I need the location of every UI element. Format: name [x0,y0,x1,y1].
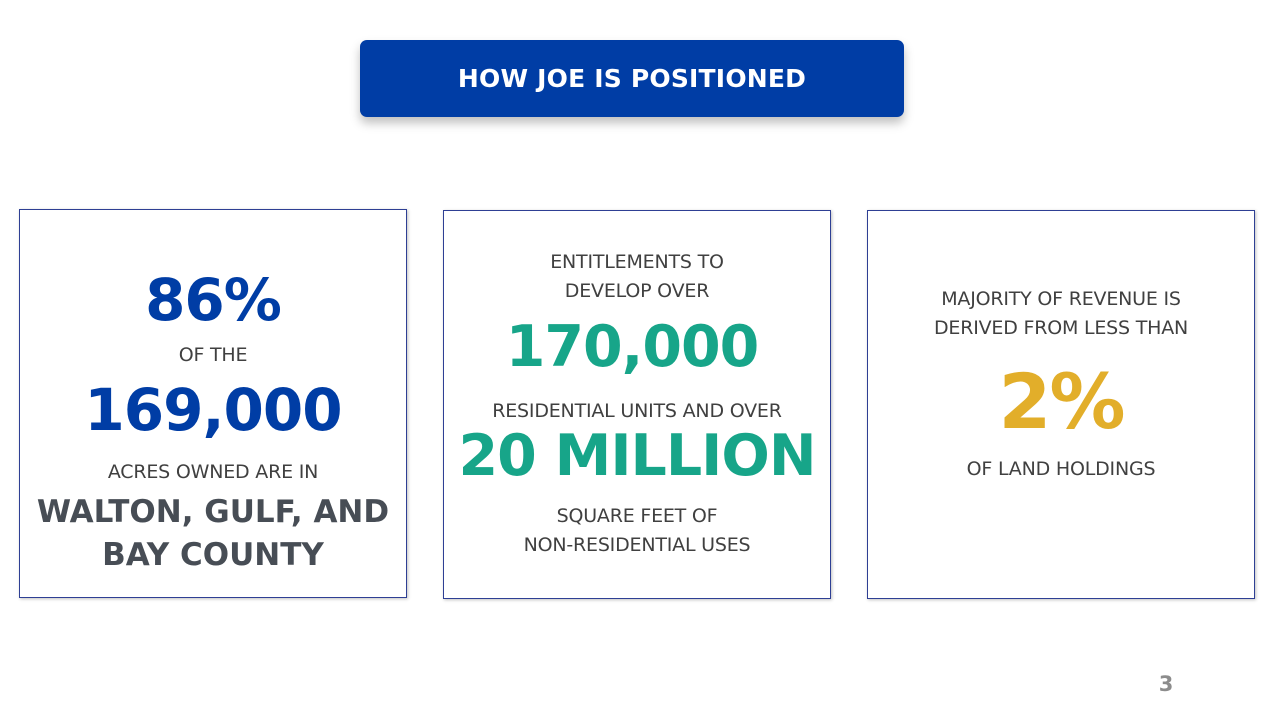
stat-land-holdings-percent: 2% [998,357,1124,446]
card-entitlements [443,210,831,599]
title-banner [360,40,904,117]
text-entitlements: ENTITLEMENTS TO [550,251,724,273]
text-majority-revenue: MAJORITY OF REVENUE IS [941,288,1181,310]
text-counties-line-2: BAY COUNTY [102,537,324,573]
text-acres-owned: ACRES OWNED ARE IN [107,461,319,483]
text-of-the: OF THE [178,344,248,366]
stat-total-acres: 169,000 [84,376,342,444]
stat-percent-acres: 86% [145,266,281,334]
text-develop-over: DEVELOP OVER [564,280,710,302]
text-residential-units: RESIDENTIAL UNITS AND OVER [492,400,782,422]
text-derived-from: DERIVED FROM LESS THAN [933,317,1189,339]
text-land-holdings: OF LAND HOLDINGS [966,458,1156,480]
card-land-ownership [19,209,407,598]
page-number: 3 [1158,672,1174,696]
stat-square-feet: 20 MILLION [458,423,816,489]
text-counties-line-1: WALTON, GULF, AND [36,494,390,530]
stat-residential-units: 170,000 [505,314,759,380]
text-non-residential: NON-RESIDENTIAL USES [523,534,751,556]
text-square-feet: SQUARE FEET OF [556,505,718,527]
slide-title: HOW JOE IS POSITIONED [457,64,807,93]
card-revenue [867,210,1255,599]
